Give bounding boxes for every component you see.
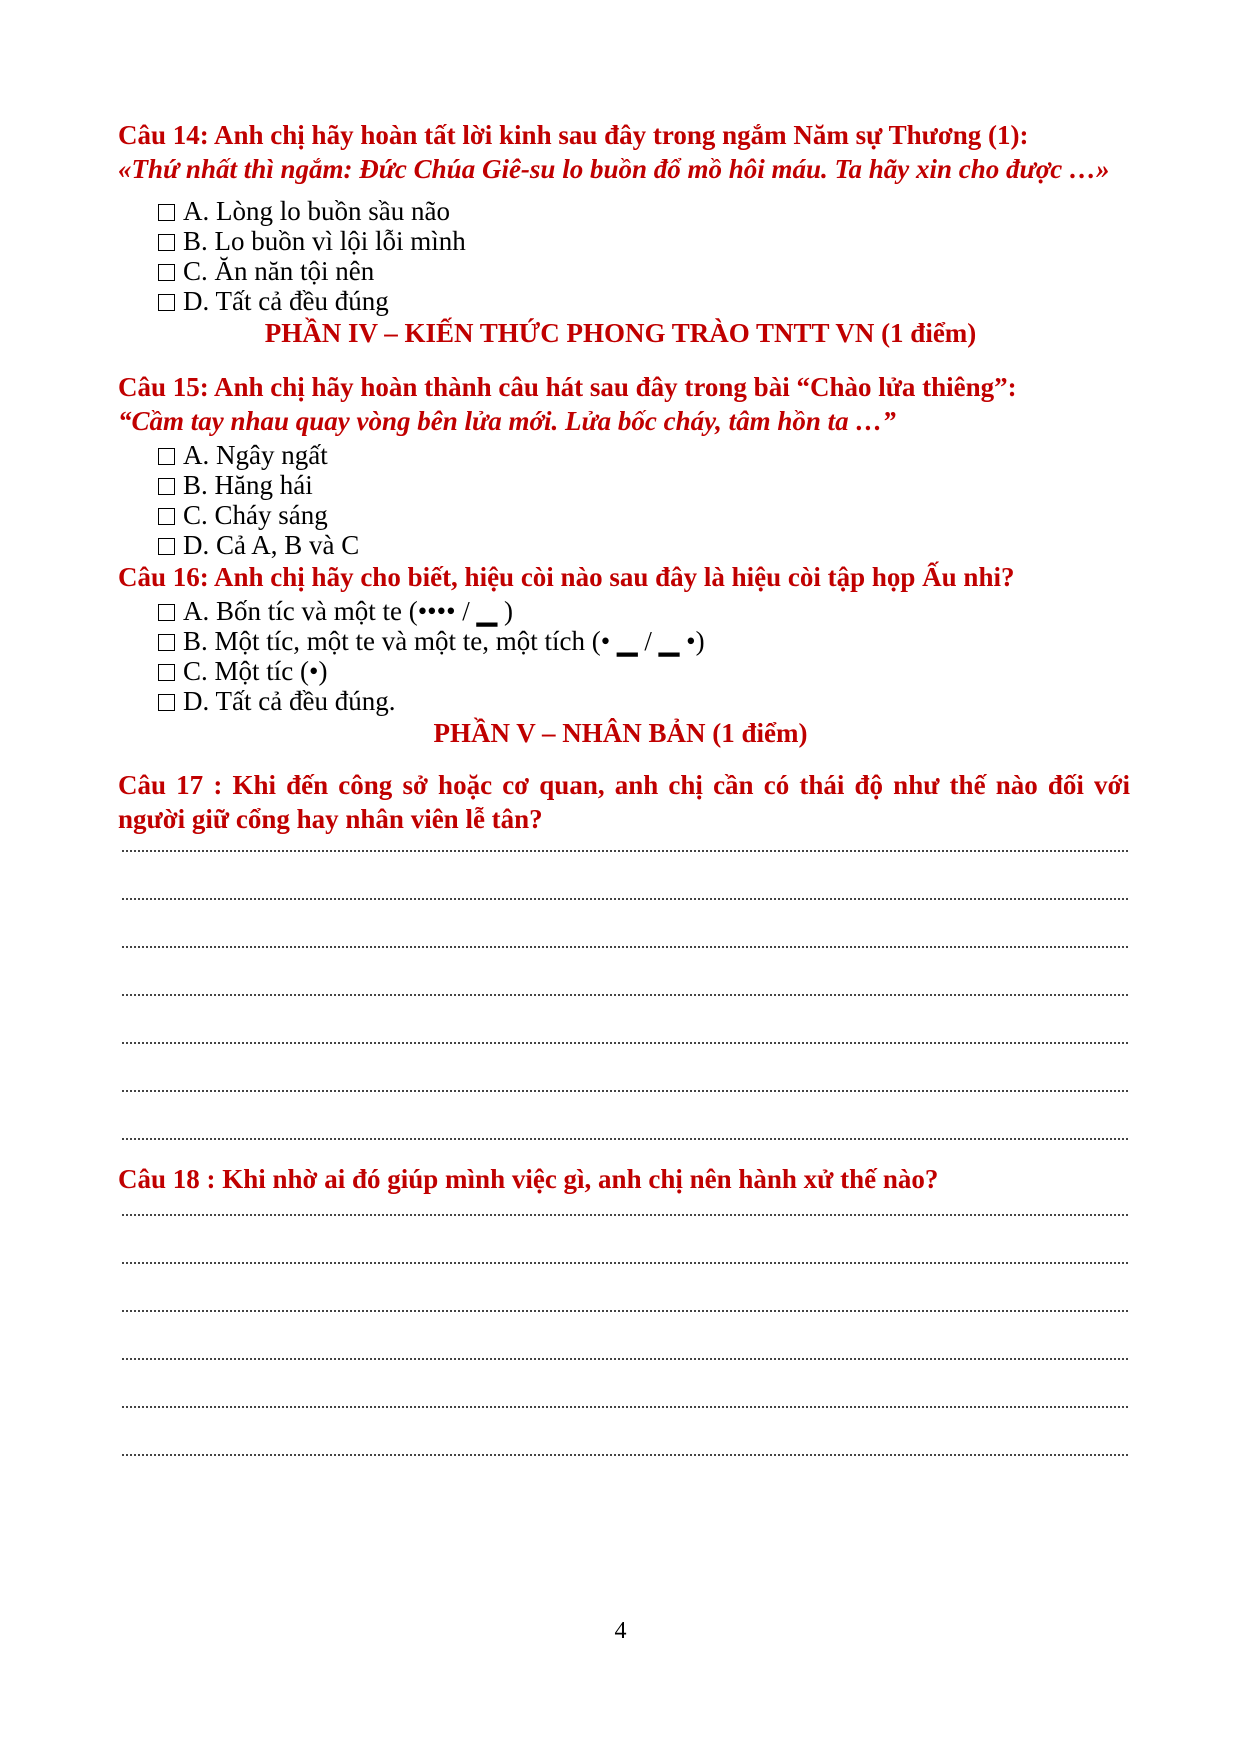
checkbox-icon[interactable] — [158, 538, 175, 555]
question-14-quote: «Thứ nhất thì ngắm: Đức Chúa Giê-su lo buồn đổ mồ hôi máu. Ta hãy xin cho được …» — [118, 154, 1110, 184]
q14-option-a[interactable]: A. Lòng lo buồn sầu não — [158, 196, 450, 226]
checkbox-icon[interactable] — [158, 694, 175, 711]
checkbox-icon[interactable] — [158, 234, 175, 251]
q16-option-a[interactable]: A. Bốn tíc và một te (•••• / ▁ ) — [158, 596, 513, 626]
page-number: 4 — [614, 1618, 627, 1644]
q14-option-b[interactable]: B. Lo buồn vì lội lỗi mình — [158, 226, 466, 256]
question-18-title: Câu 18 : Khi nhờ ai đó giúp mình việc gì, anh chị nên hành xử thế nào? — [118, 1164, 939, 1194]
q16-option-d[interactable]: D. Tất cả đều đúng. — [158, 686, 395, 716]
q14-option-d[interactable]: D. Tất cả đều đúng — [158, 286, 389, 316]
q15-option-c[interactable]: C. Cháy sáng — [158, 500, 328, 530]
checkbox-icon[interactable] — [158, 634, 175, 651]
q14-option-c[interactable]: C. Ăn năn tội nên — [158, 256, 374, 286]
checkbox-icon[interactable] — [158, 664, 175, 681]
answer-line[interactable] — [122, 1260, 1128, 1264]
answer-line[interactable] — [122, 1212, 1128, 1216]
answer-line[interactable] — [122, 1040, 1128, 1044]
checkbox-icon[interactable] — [158, 294, 175, 311]
answer-line[interactable] — [122, 1404, 1128, 1408]
answer-line[interactable] — [122, 1308, 1128, 1312]
answer-line[interactable] — [122, 1356, 1128, 1360]
question-14-title: Câu 14: Anh chị hãy hoàn tất lời kinh sau đây trong ngắm Năm sự Thương (1): — [118, 120, 1029, 150]
answer-line[interactable] — [122, 1452, 1128, 1456]
checkbox-icon[interactable] — [158, 204, 175, 221]
q15-option-a[interactable]: A. Ngây ngất — [158, 440, 328, 470]
question-15-title: Câu 15: Anh chị hãy hoàn thành câu hát sau đây trong bài “Chào lửa thiêng”: — [118, 372, 1017, 402]
checkbox-icon[interactable] — [158, 508, 175, 525]
section-iv-heading: PHẦN IV – KIẾN THỨC PHONG TRÀO TNTT VN (1 điểm) — [264, 318, 977, 348]
checkbox-icon[interactable] — [158, 264, 175, 281]
q16-option-c[interactable]: C. Một tíc (•) — [158, 656, 327, 686]
question-17-title: Câu 17 : Khi đến công sở hoặc cơ quan, anh chị cần có thái độ như thế nào đối với người giữ cổng hay nhân viên lễ tân? — [118, 770, 1130, 834]
answer-line[interactable] — [122, 1088, 1128, 1092]
q15-option-b[interactable]: B. Hăng hái — [158, 470, 313, 500]
answer-line[interactable] — [122, 992, 1128, 996]
q15-option-d[interactable]: D. Cả A, B và C — [158, 530, 359, 560]
answer-line[interactable] — [122, 944, 1128, 948]
checkbox-icon[interactable] — [158, 448, 175, 465]
checkbox-icon[interactable] — [158, 478, 175, 495]
q16-option-b[interactable]: B. Một tíc, một te và một te, một tích (• ▁ / ▁ •) — [158, 626, 705, 656]
question-15-quote: “Cầm tay nhau quay vòng bên lửa mới. Lửa bốc cháy, tâm hồn ta …” — [118, 406, 896, 436]
question-16-title: Câu 16: Anh chị hãy cho biết, hiệu còi nào sau đây là hiệu còi tập họp Ấu nhi? — [118, 562, 1015, 592]
answer-line[interactable] — [122, 848, 1128, 852]
section-v-heading: PHẦN V – NHÂN BẢN (1 điểm) — [433, 718, 808, 748]
answer-line[interactable] — [122, 1136, 1128, 1140]
checkbox-icon[interactable] — [158, 604, 175, 621]
answer-line[interactable] — [122, 896, 1128, 900]
